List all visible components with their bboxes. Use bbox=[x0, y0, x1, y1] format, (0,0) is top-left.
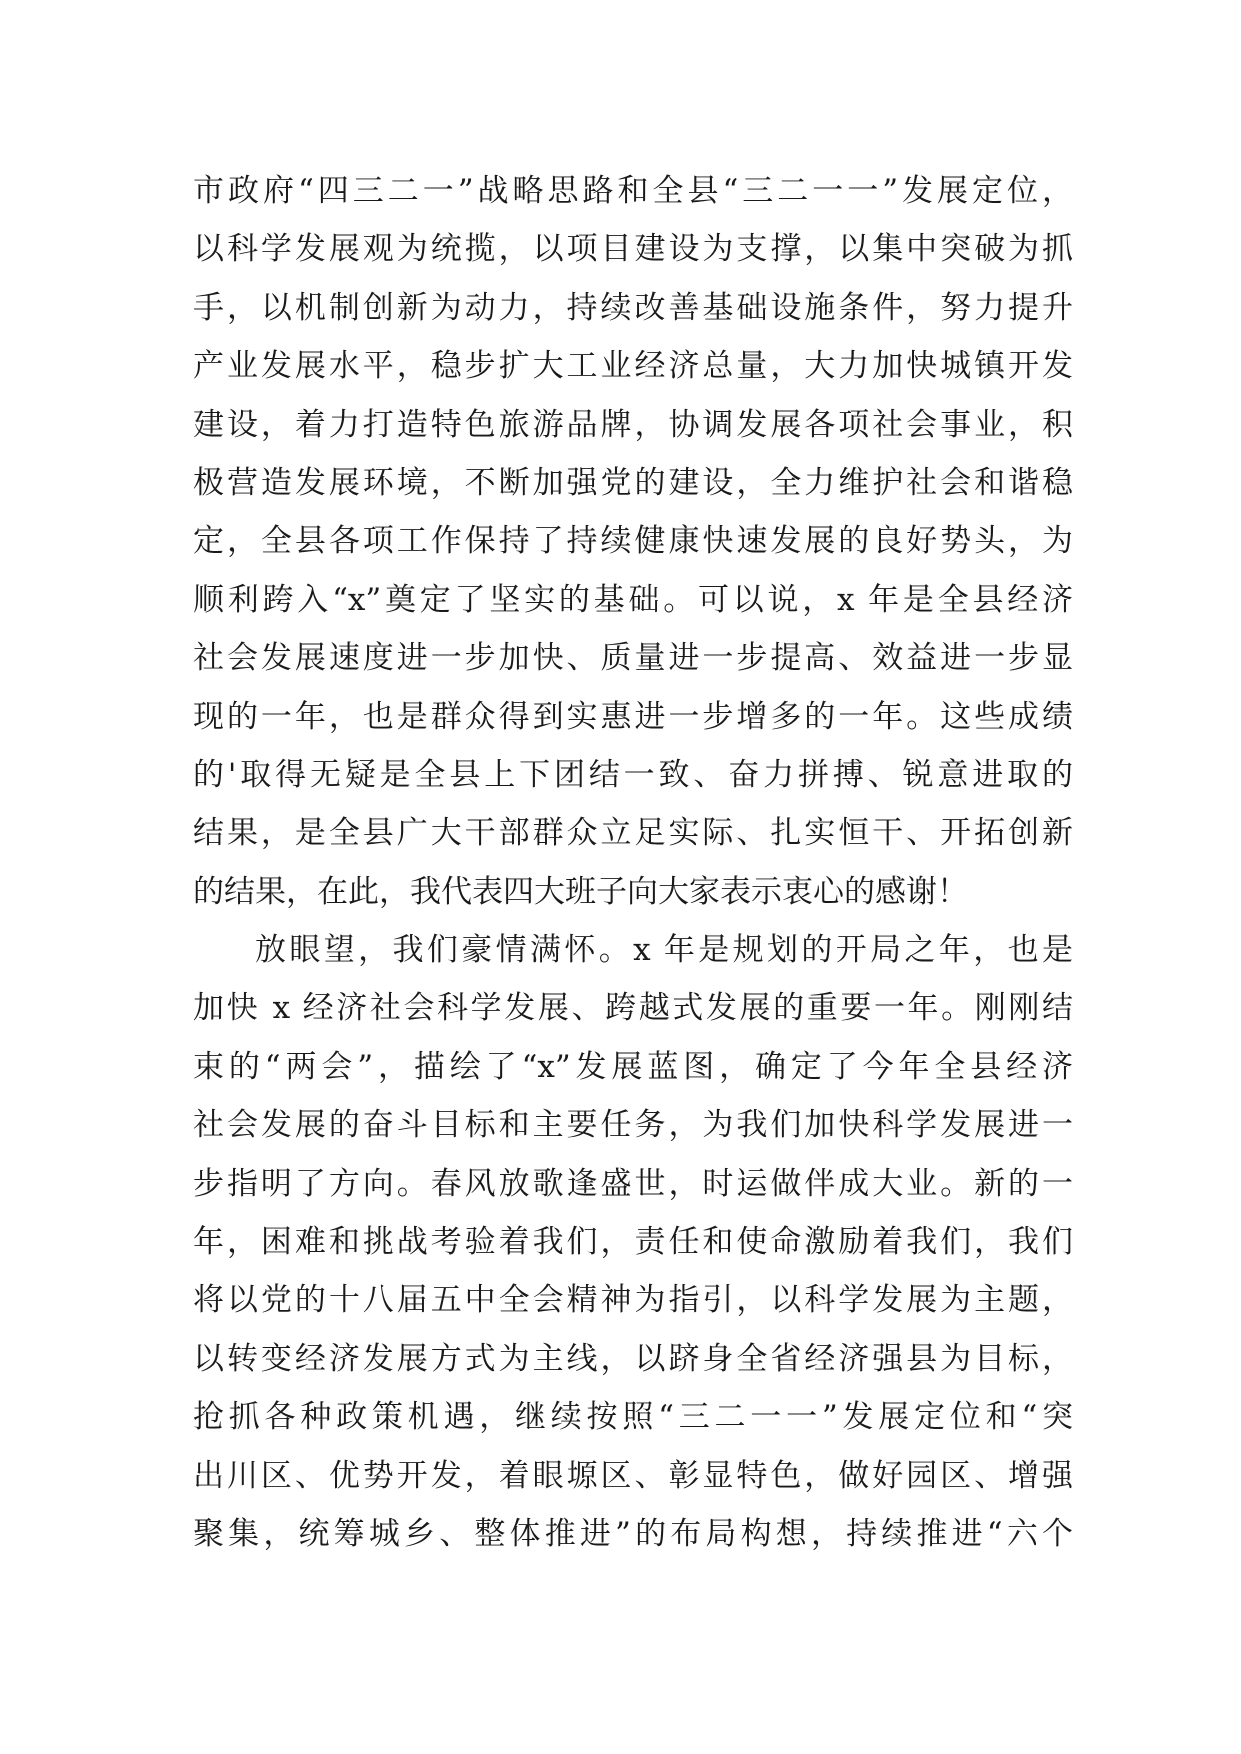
text-line: 的'取得无疑是全县上下团结一致、奋力拼搏、锐意进取的 bbox=[193, 756, 1073, 793]
document-body bbox=[193, 162, 1073, 1563]
text-line: 社会发展速度进一步加快、质量进一步提高、效益进一步显 bbox=[193, 640, 1073, 677]
text-line: 市政府“四三二一”战略思路和全县“三二一一”发展定位， bbox=[193, 173, 1073, 209]
text-line: 步指明了方向。春风放歌逢盛世，时运做伴成大业。新的一 bbox=[193, 1165, 1073, 1202]
text-line: 束的“两会”，描绘了“x”发展蓝图，确定了今年全县经济 bbox=[193, 1048, 1073, 1085]
text-line: 聚集，统筹城乡、整体推进”的布局构想，持续推进“六个 bbox=[193, 1515, 1073, 1552]
text-line: 抢抓各种政策机遇，继续按照“三二一一”发展定位和“突 bbox=[193, 1399, 1073, 1436]
text-line: 将以党的十八届五中全会精神为指引，以科学发展为主题， bbox=[193, 1282, 1073, 1319]
text-line: 定，全县各项工作保持了持续健康快速发展的良好势头，为 bbox=[193, 523, 1073, 560]
text-line: 现的一年，也是群众得到实惠进一步增多的一年。这些成绩 bbox=[193, 698, 1073, 735]
text-line: 社会发展的奋斗目标和主要任务，为我们加快科学发展进一 bbox=[193, 1107, 1073, 1144]
text-line: 顺利跨入“x”奠定了坚实的基础。可以说，x 年是全县经济 bbox=[193, 581, 1073, 618]
text-line: 产业发展水平，稳步扩大工业经济总量，大力加快城镇开发 bbox=[193, 348, 1073, 385]
text-line: 年，困难和挑战考验着我们，责任和使命激励着我们，我们 bbox=[193, 1224, 1073, 1261]
text-line: 以科学发展观为统揽，以项目建设为支撑，以集中突破为抓 bbox=[193, 231, 1073, 268]
text-line: 的结果，在此，我代表四大班子向大家表示衷心的感谢！ bbox=[193, 873, 968, 910]
paragraph-1 bbox=[193, 162, 1073, 921]
text-line: 极营造发展环境，不断加强党的建设，全力维护社会和谐稳 bbox=[193, 464, 1073, 501]
text-line: 出川区、优势开发，着眼塬区、彰显特色，做好园区、增强 bbox=[193, 1457, 1073, 1494]
paragraph-2 bbox=[193, 921, 1073, 1563]
text-line: 以转变经济发展方式为主线，以跻身全省经济强县为目标， bbox=[193, 1340, 1073, 1377]
text-line: 手，以机制创新为动力，持续改善基础设施条件，努力提升 bbox=[193, 289, 1073, 326]
text-line: 加快 x 经济社会科学发展、跨越式发展的重要一年。刚刚结 bbox=[193, 990, 1073, 1027]
text-line: 建设，着力打造特色旅游品牌，协调发展各项社会事业，积 bbox=[193, 406, 1073, 443]
text-line: 结果，是全县广大干部群众立足实际、扎实恒干、开拓创新 bbox=[193, 815, 1073, 852]
text-line: 放眼望，我们豪情满怀。x 年是规划的开局之年，也是 bbox=[255, 932, 1073, 969]
